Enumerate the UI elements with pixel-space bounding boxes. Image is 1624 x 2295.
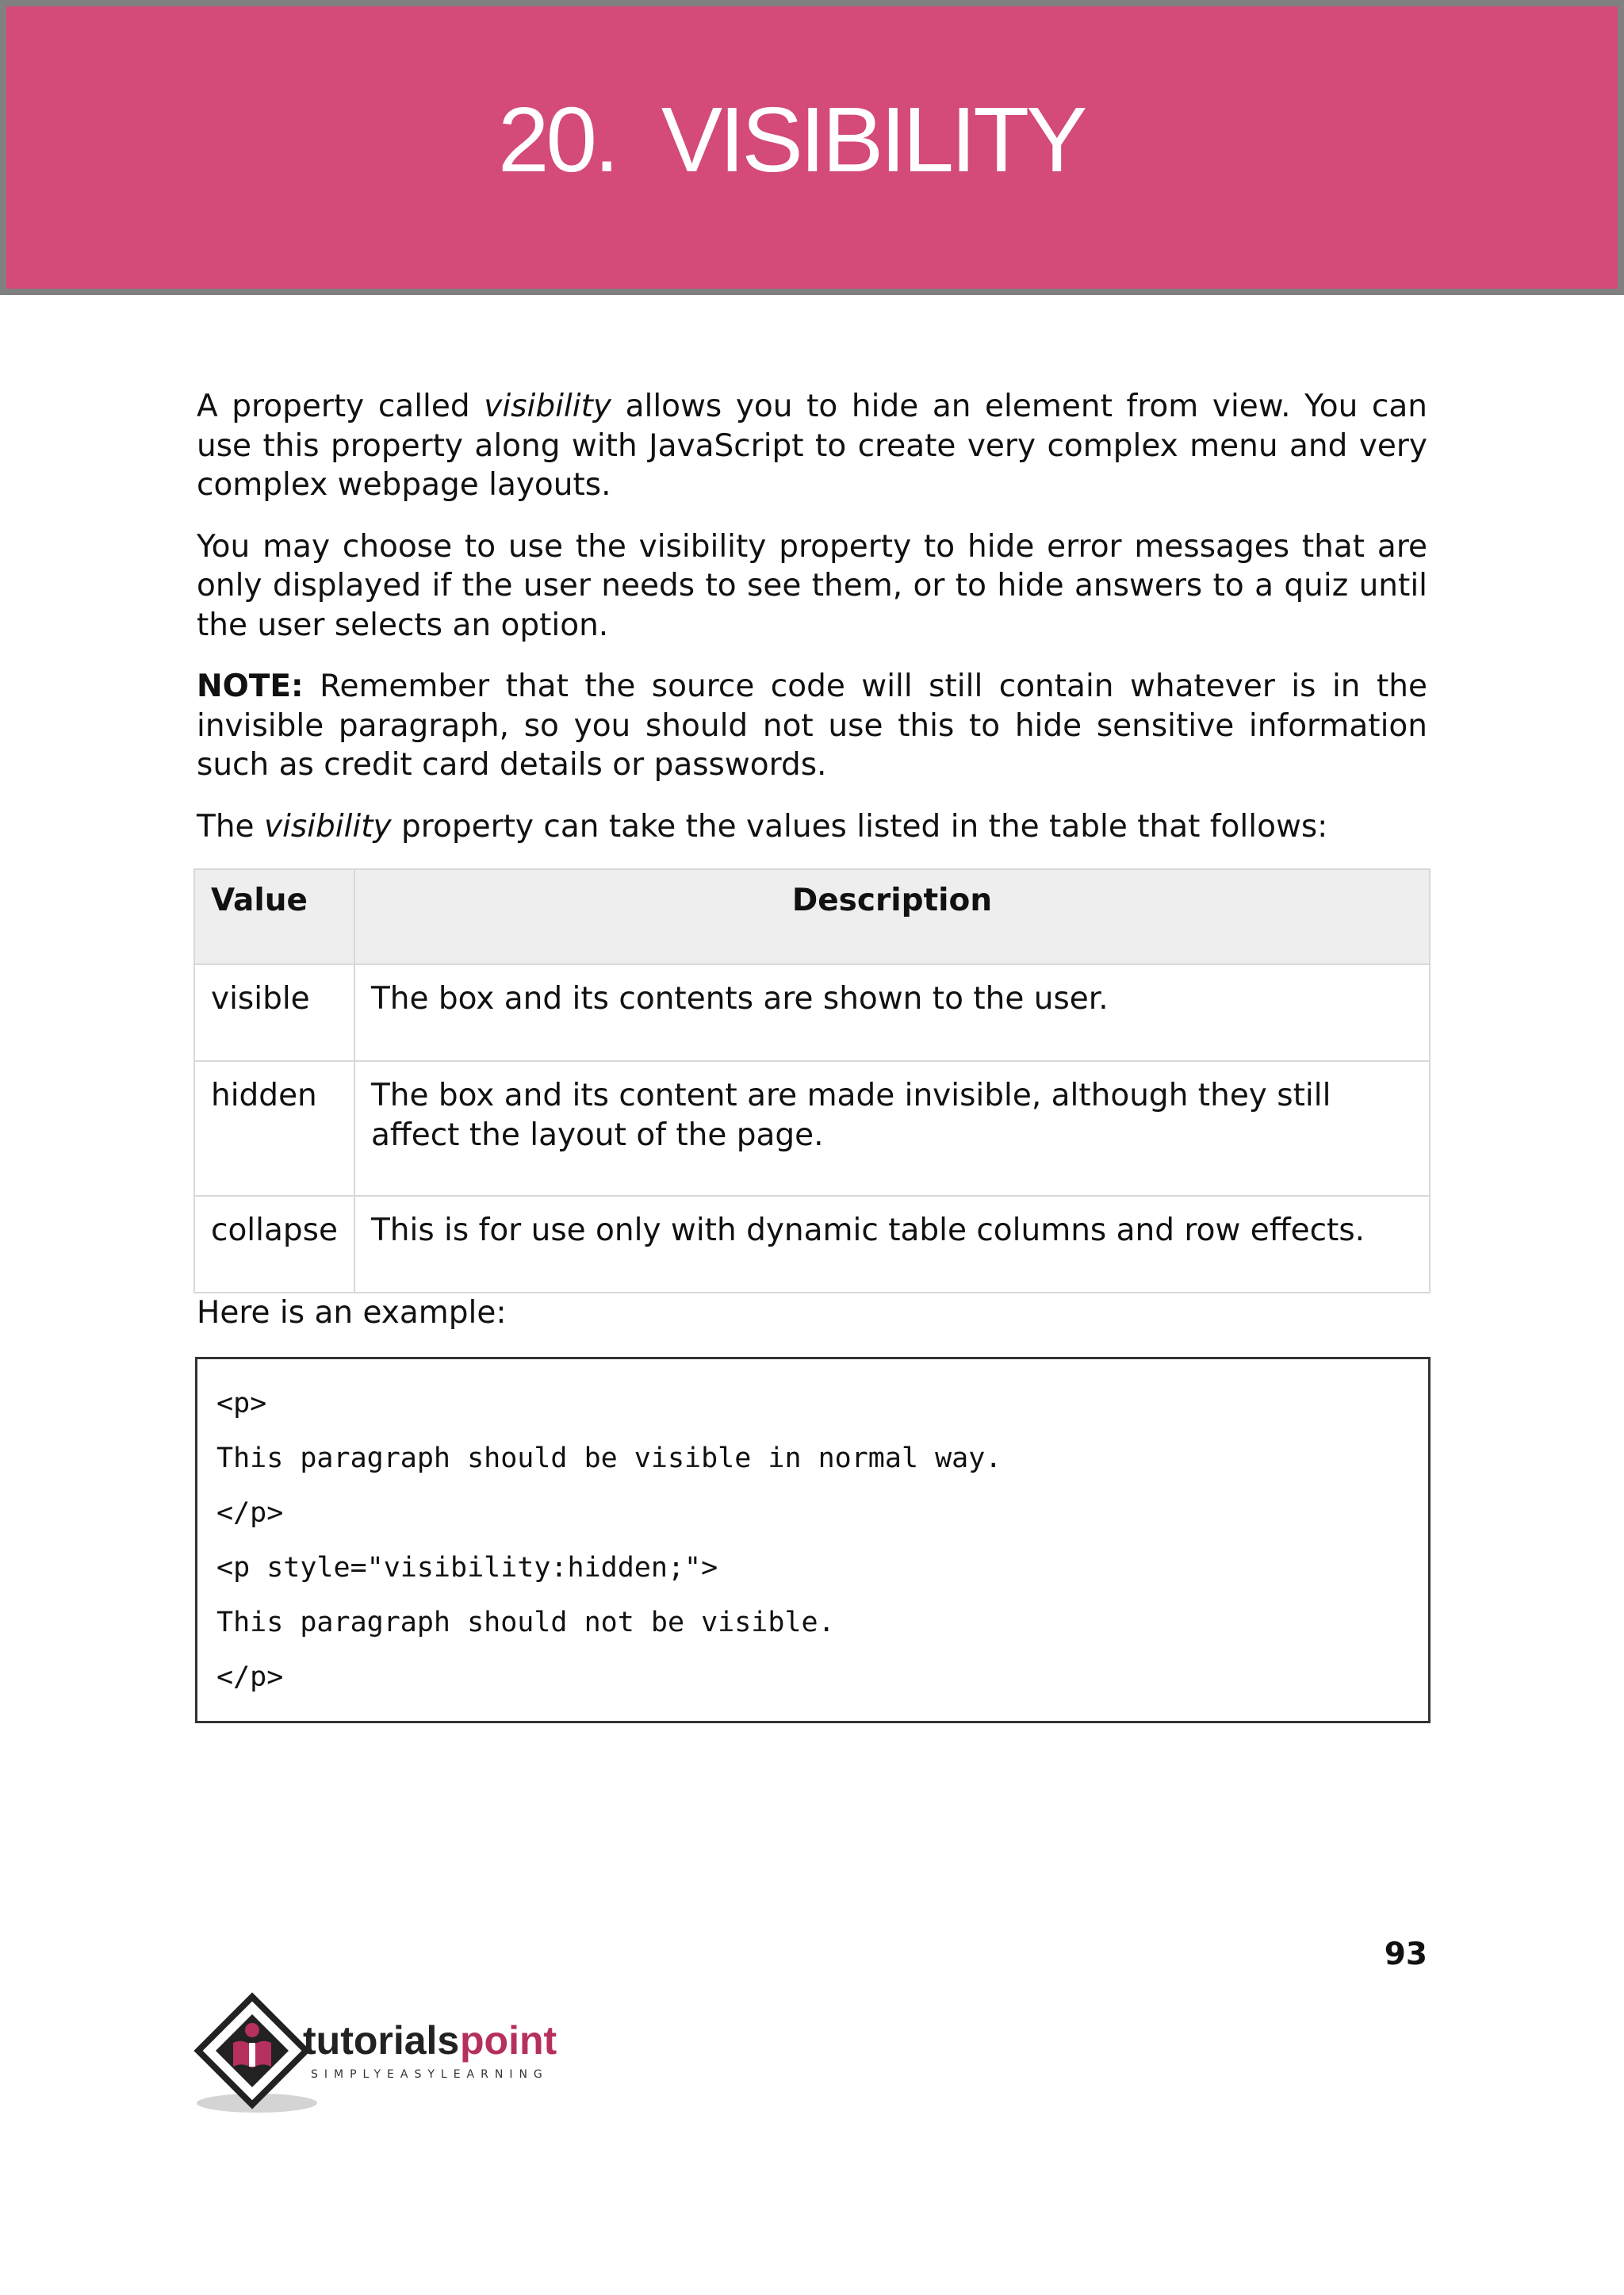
table-row [194, 1196, 1430, 1293]
note-text: Remember that the source code will still contain whatever is in the invisible paragraph, so you should not use this to hide sensitive information such as credit card details or passwords. [197, 669, 1427, 783]
description-cell: This is for use only with dynamic table columns and row effects. [354, 1196, 1430, 1293]
logo-tagline: SIMPLYEASYLEARNING [311, 2068, 549, 2081]
table-header-row [194, 869, 1430, 964]
table-intro-end: property can take the values listed in the table that follows: [391, 808, 1328, 845]
value-cell: hidden [194, 1061, 354, 1196]
table-row [194, 964, 1430, 1061]
intro-paragraph [197, 387, 1427, 505]
code-line: <p> [216, 1387, 267, 1420]
tutorialspoint-logo [193, 1990, 606, 2117]
description-cell: The box and its contents are shown to the user. [354, 964, 1430, 1061]
note-paragraph [197, 667, 1427, 785]
chapter-banner [0, 0, 1624, 295]
usage-paragraph: You may choose to use the visibility property to hide error messages that are only displayed if the user needs to see them, or to hide answers to a quiz until the user selects an option. [197, 528, 1427, 643]
intro-text-start: A property called [197, 389, 485, 424]
code-line: </p> [216, 1661, 284, 1693]
header-value: Value [194, 869, 354, 964]
example-label: Here is an example: [197, 1295, 507, 1331]
page-number: 93 [1384, 1937, 1427, 1972]
logo-diamond-icon [198, 1997, 306, 2105]
code-line: <p style="visibility:hidden;"> [216, 1551, 718, 1584]
table-intro-term: visibility [263, 808, 392, 845]
logo-text-accent: point [460, 2018, 557, 2063]
intro-term: visibility [484, 389, 611, 424]
visibility-values-table [193, 868, 1431, 1293]
chapter-title: 20. VISIBILITY [498, 88, 1085, 191]
code-line: </p> [216, 1496, 284, 1529]
table-intro-start: The [197, 808, 264, 845]
header-description: Description [354, 869, 1430, 964]
description-cell: The box and its content are made invisible, although they still affect the layout of the page. [354, 1061, 1430, 1196]
table-row [194, 1061, 1430, 1196]
code-example [195, 1357, 1431, 1723]
intro-text-end: allows you to hide an element from view. You can use this property along with JavaScript to create very complex menu and very complex webpage layouts. [197, 389, 1427, 503]
code-line: This paragraph should be visible in normal way. [216, 1442, 1002, 1474]
note-label: NOTE: [197, 669, 304, 704]
value-cell: collapse [194, 1196, 354, 1293]
value-cell: visible [194, 964, 354, 1061]
table-intro-paragraph [197, 807, 1427, 847]
code-line: This paragraph should not be visible. [216, 1606, 835, 1638]
logo-text-main: tutorials [303, 2018, 460, 2063]
page-content [197, 387, 1427, 1723]
